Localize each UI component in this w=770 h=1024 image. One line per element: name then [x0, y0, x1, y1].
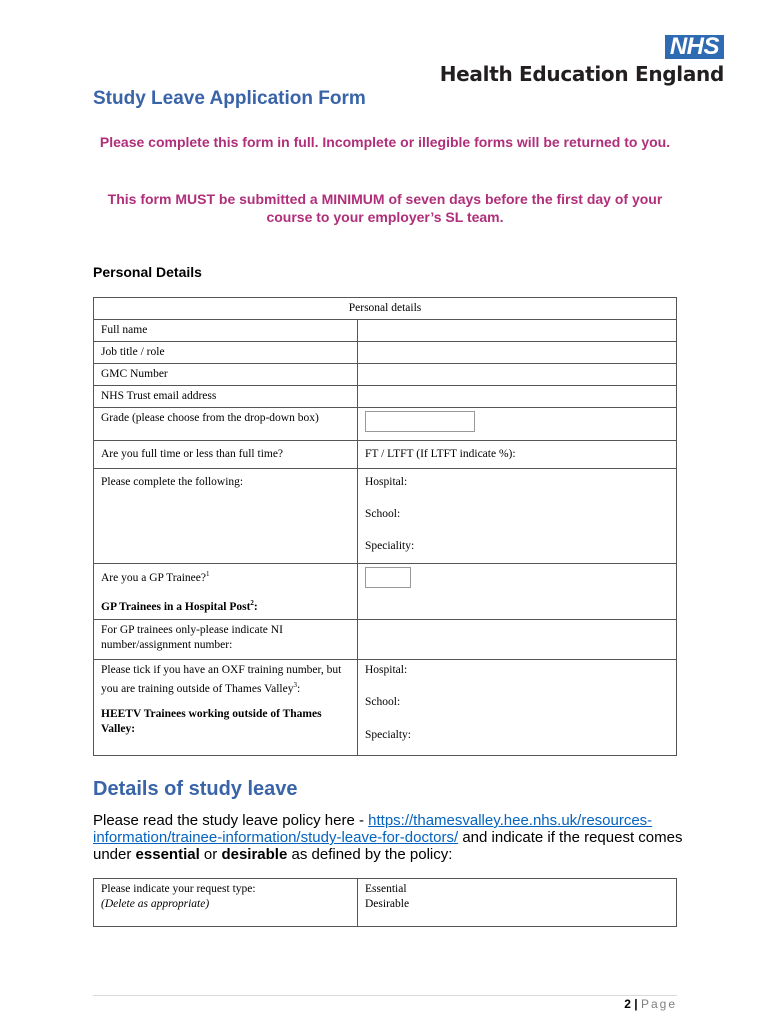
- gp-hospital-colon: :: [253, 600, 258, 613]
- policy-suffix: as defined by the policy:: [287, 846, 453, 863]
- policy-paragraph: [93, 812, 683, 863]
- footnote-ref-1: 1: [205, 570, 210, 578]
- policy-prefix: Please read the study leave policy here -: [93, 812, 369, 829]
- personal-details-heading: Personal Details: [93, 264, 202, 280]
- page-number: 2: [624, 997, 631, 1011]
- gp-trainee-cell: [94, 564, 358, 620]
- complete-following-label: Please complete the following:: [94, 469, 358, 564]
- request-type-options[interactable]: [358, 879, 677, 927]
- nhs-logo: NHS: [665, 35, 724, 59]
- desirable-word: desirable: [221, 846, 288, 863]
- job-title-label: Job title / role: [94, 342, 358, 364]
- request-type-note: (Delete as appropriate): [101, 898, 210, 910]
- hee-logo: [440, 35, 724, 86]
- full-name-label: Full name: [94, 320, 358, 342]
- footer-divider: [93, 995, 677, 996]
- or-word: or: [199, 846, 222, 863]
- grade-label: Grade (please choose from the drop-down box): [94, 408, 358, 441]
- gp-trainee-checkbox[interactable]: [365, 567, 411, 588]
- oxf-hospital-label: Hospital:: [365, 664, 408, 676]
- page-word: Page: [640, 997, 677, 1011]
- warning-incomplete: Please complete this form in full. Incomplete or illegible forms will be returned to you.: [99, 134, 671, 150]
- essential-word: essential: [135, 846, 200, 863]
- oxf-cell: [94, 660, 358, 756]
- footer-separator: |: [630, 997, 641, 1011]
- speciality-label: Speciality:: [365, 540, 415, 552]
- fulltime-field[interactable]: FT / LTFT (If LTFT indicate %):: [358, 441, 677, 469]
- policy-mid: and indicate if the request comes under: [93, 829, 683, 863]
- org-name: Health Education England: [439, 62, 724, 86]
- email-label: NHS Trust email address: [94, 386, 358, 408]
- ni-number-field[interactable]: [358, 620, 677, 660]
- gmc-label: GMC Number: [94, 364, 358, 386]
- option-desirable[interactable]: Desirable: [365, 898, 410, 910]
- request-type-label: Please indicate your request type:: [101, 883, 256, 895]
- email-field[interactable]: [358, 386, 677, 408]
- hospital-school-speciality-field[interactable]: [358, 469, 677, 564]
- study-leave-heading: Details of study leave: [93, 778, 298, 800]
- request-type-table: [93, 878, 677, 927]
- personal-details-table: [93, 297, 677, 756]
- oxf-colon: :: [296, 682, 301, 695]
- page-footer: [624, 997, 677, 1011]
- full-name-field[interactable]: [358, 320, 677, 342]
- grade-dropdown[interactable]: [365, 411, 475, 432]
- oxf-label: Please tick if you have an OXF training number, but you are training outside of Thames Valley: [101, 664, 342, 695]
- gp-trainee-label: Are you a GP Trainee?: [101, 571, 206, 584]
- oxf-field[interactable]: [358, 660, 677, 756]
- gp-hospital-label: GP Trainees in a Hospital Post: [101, 600, 251, 613]
- page-title: Study Leave Application Form: [93, 88, 366, 109]
- gmc-field[interactable]: [358, 364, 677, 386]
- fulltime-label: Are you full time or less than full time?: [94, 441, 358, 469]
- footnote-ref-3: 3: [293, 681, 297, 689]
- option-essential[interactable]: Essential: [365, 883, 407, 895]
- request-type-cell: [94, 879, 358, 927]
- oxf-specialty-label: Specialty:: [365, 729, 411, 741]
- heetv-label: HEETV Trainees working outside of Thames Valley:: [101, 707, 322, 735]
- hospital-label: Hospital:: [365, 476, 408, 488]
- warning-deadline: This form MUST be submitted a MINIMUM of seven days before the first day of your course to your employer’s SL team.: [107, 191, 663, 225]
- school-label: School:: [365, 508, 401, 520]
- footnote-ref-2: 2: [250, 598, 254, 607]
- ni-number-label: For GP trainees only-please indicate NI number/assignment number:: [94, 620, 358, 660]
- oxf-school-label: School:: [365, 696, 401, 708]
- personal-table-header: Personal details: [94, 298, 677, 320]
- policy-link[interactable]: https://thamesvalley.hee.nhs.uk/resources-information/trainee-information/study-leave-for-doctors/: [93, 812, 653, 846]
- job-title-field[interactable]: [358, 342, 677, 364]
